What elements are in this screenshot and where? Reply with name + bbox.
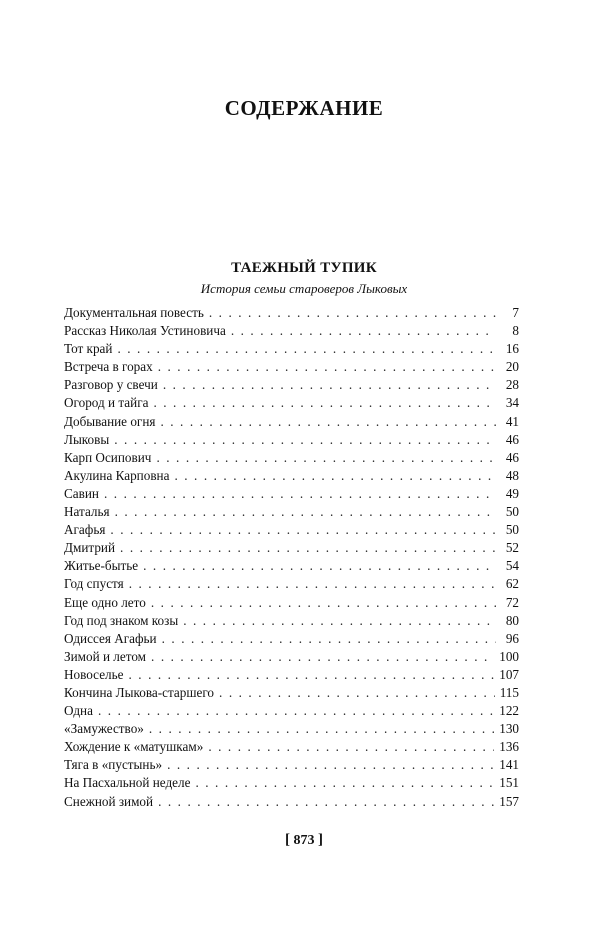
- toc-entry: [64, 304, 519, 322]
- toc-entry-title: Наталья: [64, 504, 110, 520]
- toc-entry-page: 80: [505, 612, 519, 628]
- toc-entry-title: Акулина Карповна: [64, 467, 170, 483]
- toc-entry-title: Зимой и летом: [64, 648, 147, 664]
- toc-entry-page: 16: [505, 341, 519, 357]
- toc-entry-title: Еще одно лето: [64, 594, 146, 610]
- dot-leader: [143, 557, 496, 575]
- page-title: СОДЕРЖАНИЕ: [224, 96, 384, 120]
- folio-right-bracket: ]: [318, 832, 323, 848]
- toc-entry-page: 130: [499, 721, 519, 737]
- toc-entry: [64, 376, 519, 394]
- dot-leader: [219, 684, 495, 702]
- toc-entry-page: 48: [505, 467, 519, 483]
- toc-entry: [64, 756, 519, 774]
- dot-leader: [129, 575, 496, 593]
- dot-leader: [158, 358, 496, 376]
- toc-entry: [64, 503, 519, 521]
- dot-leader: [158, 793, 494, 811]
- toc-entry: [64, 702, 519, 720]
- toc-entry-page: 7: [512, 305, 519, 320]
- toc-entry-title: Год под знаком козы: [64, 612, 179, 628]
- toc-entry-title: Одна: [64, 703, 93, 719]
- toc-entry-page: 50: [505, 522, 519, 538]
- toc-entry-title: Лыковы: [64, 431, 110, 447]
- toc-entry: [64, 575, 519, 593]
- toc-entry-page: 8: [512, 323, 519, 339]
- dot-leader: [104, 485, 496, 503]
- toc-entry: [64, 630, 519, 648]
- toc-entry: [64, 557, 519, 575]
- toc-entry: [64, 793, 519, 811]
- dot-leader: [114, 431, 496, 449]
- dot-leader: [167, 756, 494, 774]
- toc-entry-title: Хождение к «матушкам»: [64, 739, 204, 755]
- folio-left-bracket: [: [285, 832, 290, 848]
- toc-entry-page: 62: [505, 576, 519, 592]
- toc-entry-title: Огород и тайга: [64, 395, 149, 411]
- toc-entry: [64, 485, 519, 503]
- toc-entry-page: 20: [505, 359, 519, 375]
- toc-entry: [64, 467, 519, 485]
- toc-entry: [64, 322, 519, 340]
- toc-entry: [64, 774, 519, 792]
- toc-entry-page: 28: [505, 377, 519, 393]
- toc-entry-title: Савин: [64, 485, 99, 501]
- toc-entry: [64, 684, 519, 702]
- toc-entry-page: 72: [505, 594, 519, 610]
- dot-leader: [209, 304, 496, 322]
- section-title: ТАЕЖНЫЙ ТУПИК: [231, 260, 377, 276]
- toc-entry-title: Документальная повесть: [64, 305, 204, 320]
- toc-entry-title: Разговор у свечи: [64, 377, 158, 393]
- toc-entry-title: На Пасхальной неделе: [64, 775, 191, 791]
- toc-entry-title: Добывание огня: [64, 413, 156, 429]
- toc-entry-title: Тот край: [64, 341, 113, 357]
- toc-entry-page: 122: [499, 703, 519, 719]
- toc-entry-page: 107: [499, 666, 519, 682]
- toc-entry-title: Снежной зимой: [64, 793, 154, 809]
- dot-leader: [174, 467, 496, 485]
- toc-entry-page: 115: [499, 684, 519, 700]
- dot-leader: [231, 322, 496, 340]
- dot-leader: [117, 340, 496, 358]
- section-subtitle: История семьи староверов Лыковых: [200, 281, 408, 296]
- dot-leader: [156, 449, 496, 467]
- toc-entry-title: Встреча в горах: [64, 359, 153, 375]
- dot-leader: [151, 594, 496, 612]
- toc-entry-title: Карп Осипович: [64, 449, 152, 465]
- toc-entry-title: Дмитрий: [64, 540, 116, 556]
- dot-leader: [149, 720, 494, 738]
- toc-entry-title: Новоселье: [64, 666, 124, 682]
- toc-entry-title: Год спустя: [64, 576, 124, 592]
- dot-leader: [151, 648, 494, 666]
- toc-entry: [64, 612, 519, 630]
- dot-leader: [160, 413, 496, 431]
- toc-entry-page: 46: [505, 449, 519, 465]
- toc-entry: [64, 340, 519, 358]
- dot-leader: [195, 774, 494, 792]
- page-number: [0, 832, 608, 849]
- toc-entry: [64, 449, 519, 467]
- toc-entry: [64, 720, 519, 738]
- table-of-contents: [64, 304, 519, 811]
- toc-entry-title: Одиссея Агафьи: [64, 630, 157, 646]
- dot-leader: [129, 666, 495, 684]
- toc-entry: [64, 413, 519, 431]
- toc-entry: [64, 394, 519, 412]
- dot-leader: [98, 702, 494, 720]
- folio-number: 873: [293, 833, 315, 848]
- dot-leader: [162, 630, 496, 648]
- toc-entry: [64, 521, 519, 539]
- toc-entry: [64, 648, 519, 666]
- toc-entry: [64, 594, 519, 612]
- toc-entry-page: 151: [499, 775, 519, 791]
- dot-leader: [120, 539, 496, 557]
- toc-entry-page: 52: [505, 540, 519, 556]
- toc-entry-title: Агафья: [64, 522, 106, 538]
- toc-entry-page: 54: [505, 558, 519, 574]
- toc-entry-page: 96: [505, 630, 519, 646]
- toc-entry-title: Тяга в «пустынь»: [64, 757, 163, 773]
- toc-entry-page: 46: [505, 431, 519, 447]
- toc-entry: [64, 666, 519, 684]
- toc-entry-page: 141: [499, 757, 519, 773]
- toc-entry-page: 34: [505, 395, 519, 411]
- toc-entry: [64, 431, 519, 449]
- toc-entry-title: «Замужество»: [64, 721, 144, 737]
- toc-entry: [64, 539, 519, 557]
- dot-leader: [115, 503, 496, 521]
- toc-entry-page: 49: [505, 485, 519, 501]
- dot-leader: [110, 521, 496, 539]
- toc-entry-page: 100: [499, 648, 519, 664]
- toc-entry: [64, 358, 519, 376]
- dot-leader: [163, 376, 496, 394]
- toc-entry-page: 136: [499, 739, 519, 755]
- dot-leader: [183, 612, 496, 630]
- dot-leader: [208, 738, 494, 756]
- toc-entry-page: 50: [505, 504, 519, 520]
- toc-entry-page: 157: [499, 793, 519, 809]
- toc-entry-title: Кончина Лыкова-старшего: [64, 684, 215, 700]
- toc-entry-title: Рассказ Николая Устиновича: [64, 323, 226, 339]
- toc-entry-page: 41: [505, 413, 519, 429]
- toc-entry: [64, 738, 519, 756]
- dot-leader: [153, 394, 496, 412]
- toc-entry-title: Житье-бытье: [64, 558, 139, 574]
